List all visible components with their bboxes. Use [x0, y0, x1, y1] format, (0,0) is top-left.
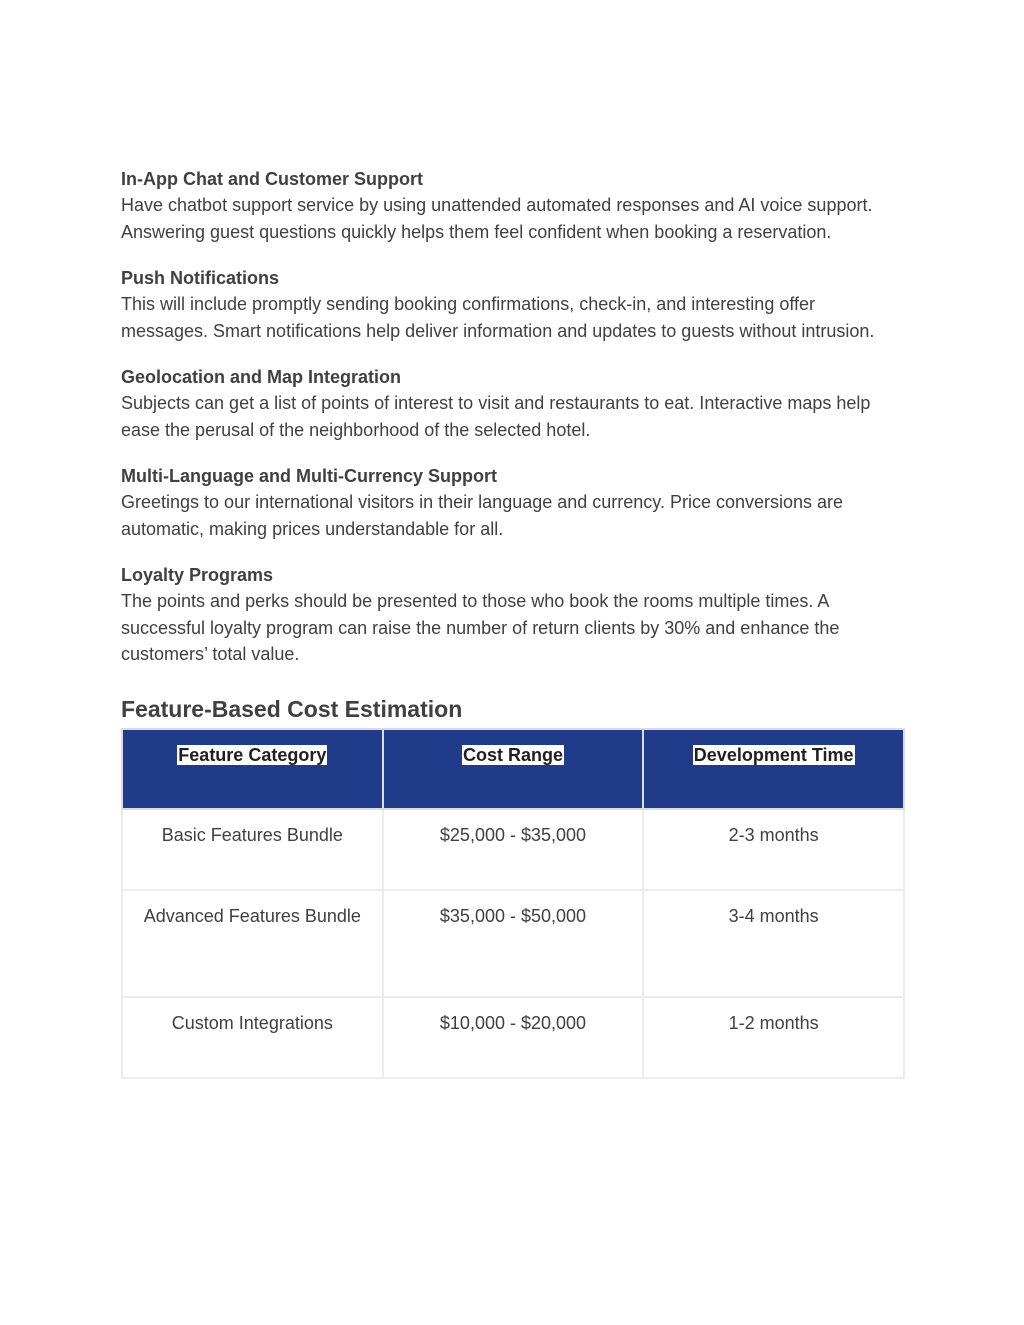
feature-in-app-chat: [121, 166, 905, 245]
document-page: [121, 166, 905, 1079]
cell-development-time: 3-4 months: [643, 890, 904, 997]
cell-feature-category: Custom Integrations: [122, 997, 383, 1078]
cell-feature-category: Advanced Features Bundle: [122, 890, 383, 997]
header-label: Development Time: [693, 744, 854, 765]
header-cost-range: [383, 729, 644, 809]
feature-title: In-App Chat and Customer Support: [121, 169, 423, 189]
feature-description: This will include promptly sending booking confirmations, check-in, and interesting offer messages. Smart notifications help deliver information and updates to guests without intrusion.: [121, 294, 875, 341]
section-heading: Feature-Based Cost Estimation: [121, 695, 463, 722]
feature-title: Multi-Language and Multi-Currency Support: [121, 466, 497, 486]
feature-title: Geolocation and Map Integration: [121, 367, 402, 387]
header-label: Feature Category: [178, 744, 327, 765]
feature-multi-language: [121, 463, 905, 542]
table-row: [122, 890, 904, 997]
feature-loyalty-programs: [121, 562, 905, 668]
cell-cost-range: $25,000 - $35,000: [383, 809, 644, 890]
header-development-time: [643, 729, 904, 809]
table-header-row: [122, 729, 904, 809]
header-feature-category: [122, 729, 383, 809]
cell-cost-range: $10,000 - $20,000: [383, 997, 644, 1078]
cost-estimation-table: [121, 728, 905, 1079]
feature-geolocation: [121, 364, 905, 443]
cell-cost-range: $35,000 - $50,000: [383, 890, 644, 997]
table-row: [122, 997, 904, 1078]
feature-description: Subjects can get a list of points of interest to visit and restaurants to eat. Interactive maps help ease the perusal of the neighborhood of the selected hotel.: [121, 393, 871, 440]
feature-description: Have chatbot support service by using unattended automated responses and AI voice support. Answering guest questions quickly helps them feel confident when booking a reservation.: [121, 195, 873, 242]
feature-push-notifications: [121, 265, 905, 344]
header-label: Cost Range: [462, 744, 563, 765]
cell-feature-category: Basic Features Bundle: [122, 809, 383, 890]
cell-development-time: 2-3 months: [643, 809, 904, 890]
feature-title: Push Notifications: [121, 268, 280, 288]
table-row: [122, 809, 904, 890]
feature-description: Greetings to our international visitors in their language and currency. Price conversions are automatic, making prices understandable for all.: [121, 492, 844, 539]
cell-development-time: 1-2 months: [643, 997, 904, 1078]
feature-title: Loyalty Programs: [121, 565, 274, 585]
feature-description: The points and perks should be presented to those who book the rooms multiple times. A successful loyalty program can raise the number of return clients by 30% and enhance the customers’ total value.: [121, 591, 840, 664]
